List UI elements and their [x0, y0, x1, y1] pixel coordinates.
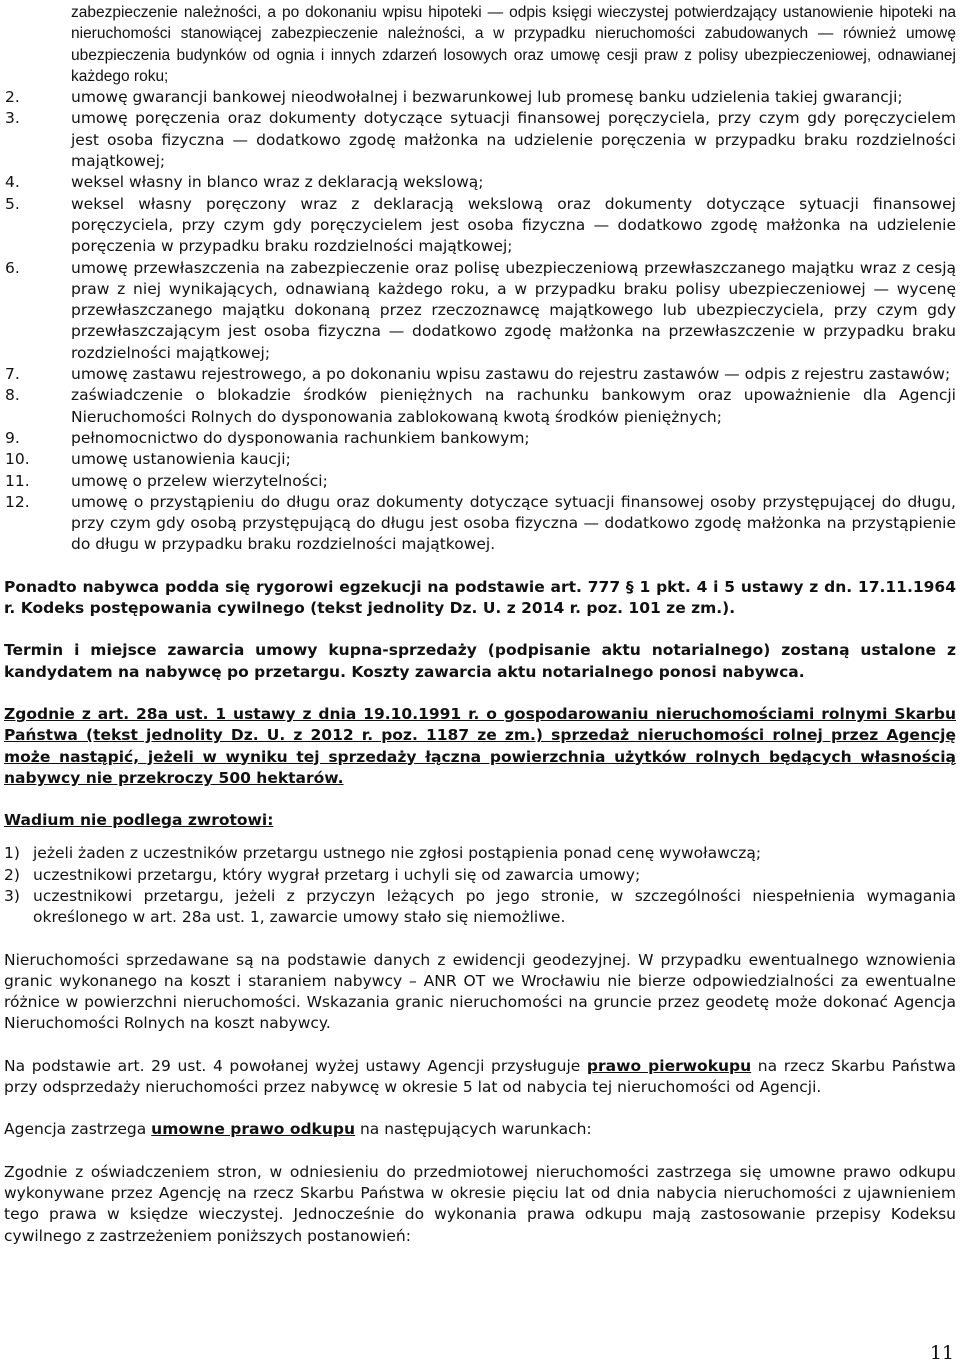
list-item-text: jeżeli żaden z uczestników przetargu ustnego nie zgłosi postąpienia ponad cenę wywoławczą;: [33, 844, 762, 863]
deposit-list: [4, 843, 956, 928]
security-list-numbered: [4, 87, 956, 556]
list-item: [4, 471, 956, 492]
list-item-text: umowę poręczenia oraz dokumenty dotyczące sytuacji finansowej poręczyciela, przy czym gdy poręczycielem jest osoba fizyczna — dodatkowo zgodę małżonka na udzielenie poręczenia w przypadku braku rozdzielności majątkowej;: [71, 109, 956, 171]
list-item-text: weksel własny poręczony wraz z deklaracją wekslową oraz dokumenty dotyczące sytuacji finansowej poręczyciela, przy czym gdy poręczycielem jest osoba fizyczna — dodatkowo zgodę małżonka na udzielenie poręczenia w przypadku braku rozdzielności majątkowej;: [71, 194, 956, 256]
preemption-text-before: Na podstawie art. 29 ust. 4 powołanej wyżej ustawy Agencji przysługuje: [4, 1056, 587, 1075]
list-item: [4, 364, 956, 385]
list-item: [4, 492, 956, 556]
list-item-number: 2): [4, 865, 20, 884]
list-item-text: zaświadczenie o blokadzie środków pieniężnych na rachunku bankowym oraz upoważnienie dla Agencji Nieruchomości Rolnych do dysponowania zablokowaną kwotą środków pieniężnych;: [71, 386, 956, 426]
list-item-number: 4.: [5, 173, 20, 192]
list-item-number: 1): [4, 844, 20, 863]
buyback-text-after: na następujących warunkach:: [355, 1120, 592, 1139]
list-item-number: 7.: [5, 365, 20, 384]
preemption-right-term: prawo pierwokupu: [586, 1056, 752, 1075]
list-item-number: 2.: [5, 88, 20, 107]
list-item-number: 3.: [5, 109, 20, 128]
list-item-number: 9.: [5, 428, 20, 447]
enforcement-paragraph: Ponadto nabywca podda się rygorowi egzekucji na podstawie art. 777 § 1 pkt. 4 i 5 ustawy z dn. 17.11.1964 r. Kodeks postępowania cywilnego (tekst jednolity Dz. U. z 2014 r. poz. 101 ze zm.).: [4, 577, 956, 618]
list-item: [4, 449, 956, 470]
list-item: [4, 385, 956, 428]
list-item: [4, 865, 956, 886]
buyback-text-before: Agencja zastrzega: [4, 1120, 152, 1139]
list-item: [4, 843, 956, 864]
list-item-text: umowę przewłaszczenia na zabezpieczenie oraz polisę ubezpieczeniową przewłaszczanego majątku wraz z cesją praw z niej wynikających, odnawianą każdego roku, a w przypadku braku polisy ubezpieczeniowej — wycenę przewłaszczanego majątku dokonaną przez rzeczoznawcę majątkowego lub ubezpieczyciela, przy czym gdy przewłaszczającym jest osoba fizyczna — dodatkowo zgodę małżonka na przewłaszczenie w przypadku braku rozdzielności majątkowej;: [71, 258, 956, 362]
area-limit-paragraph: Zgodnie z art. 28a ust. 1 ustawy z dnia 19.10.1991 r. o gospodarowaniu nieruchomościami rolnymi Skarbu Państwa (tekst jednolity Dz. U. z 2012 r. poz. 1187 ze zm.) sprzedaż nieruchomości rolnej przez Agencję może nastąpić, jeżeli w wyniku tej sprzedaży łączna powierzchnia użytków rolnych będących własnością nabywcy nie przekroczy 500 hektarów.: [4, 704, 956, 787]
buyback-right-term: umowne prawo odkupu: [151, 1120, 356, 1139]
land-registry-paragraph: Nieruchomości sprzedawane są na podstawie danych z ewidencji geodezyjnej. W przypadku ewentualnego wznowienia granic wykonanego na koszt i staraniem nabywcy – ANR OT we Wrocławiu nie bierze odpowiedzialności za ewentualne różnice w powierzchni nieruchomości. Wskazania granic nieruchomości na gruncie przez geodetę może dokonać Agencja Nieruchomości Rolnych na koszt nabywcy.: [4, 950, 956, 1033]
list-item-text: pełnomocnictwo do dysponowania rachunkiem bankowym;: [71, 428, 530, 447]
list-item-number: 11.: [5, 471, 30, 490]
list-item-number: 6.: [5, 258, 20, 277]
list-item-continuation-text: zabezpieczenie należności, a po dokonaniu wpisu hipoteki — odpis księgi wieczystej potwierdzający ustanowienie hipoteki na nieruchomości stanowiącej zabezpieczenie należności, a w przypadku nieruchomości zabudowanych — również umowę ubezpieczenia budynków od ognia i innych zdarzeń losowych oraz umowę cesji praw z polisy ubezpieczeniowej, odnawianej każdego roku;: [71, 4, 956, 85]
preemption-paragraph: [4, 1056, 956, 1099]
list-item: [4, 428, 956, 449]
buyback-paragraph: [4, 1119, 956, 1140]
list-item-text: umowę gwarancji bankowej nieodwołalnej i bezwarunkowej lub promesę banku udzielenia takiej gwarancji;: [71, 88, 903, 107]
list-item-text: uczestnikowi przetargu, który wygrał przetarg i uchyli się od zawarcia umowy;: [33, 865, 641, 884]
list-item-text: umowę zastawu rejestrowego, a po dokonaniu wpisu zastawu do rejestru zastawów — odpis z rejestru zastawów;: [71, 365, 951, 384]
list-item-number: 5.: [5, 194, 20, 213]
security-list: [4, 2, 956, 87]
list-item: [4, 108, 956, 172]
list-item: [4, 87, 956, 108]
list-item-text: umowę ustanowienia kaucji;: [71, 450, 291, 469]
list-item: [4, 2, 956, 87]
list-item-number: 3): [4, 886, 20, 905]
list-item-text: umowę o przystąpieniu do długu oraz dokumenty dotyczące sytuacji finansowej osoby przystępującej do długu, przy czym gdy osobą przystępującą do długu jest osoba fizyczna — dodatkowo zgodę małżonka na przystąpienie do długu w przypadku braku rozdzielności majątkowej.: [71, 492, 956, 554]
contract-term-paragraph: Termin i miejsce zawarcia umowy kupna-sprzedaży (podpisanie aktu notarialnego) zostaną ustalone z kandydatem na nabywcę po przetargu. Koszty zawarcia aktu notarialnego ponosi nabywca.: [4, 641, 956, 681]
list-item-text: umowę o przelew wierzytelności;: [71, 471, 328, 490]
list-item-text: uczestnikowi przetargu, jeżeli z przyczyn leżących po jego stronie, w szczególności niespełnienia wymagania określonego w art. 28a ust. 1, zawarcie umowy stało się niemożliwe.: [33, 886, 956, 927]
document-page: [4, 2, 956, 1247]
list-item-number: 10.: [5, 450, 30, 469]
list-item: [4, 258, 956, 364]
page-number: 11: [929, 1342, 954, 1364]
declaration-paragraph: Zgodnie z oświadczeniem stron, w odniesieniu do przedmiotowej nieruchomości zastrzega się umowne prawo odkupu wykonywane przez Agencję na rzecz Skarbu Państwa w okresie pięciu lat od dnia nabycia nieruchomości z ujawnieniem tego prawa w księdze wieczystej. Jednocześnie do wykonania prawa odkupu mają zastosowanie przepisy Kodeksu cywilnego z zastrzeżeniem poniższych postanowień:: [4, 1162, 956, 1245]
list-item: [4, 194, 956, 258]
list-item: [4, 886, 956, 929]
list-item: [4, 172, 956, 193]
list-item-text: weksel własny in blanco wraz z deklaracją wekslową;: [71, 173, 484, 192]
deposit-heading: Wadium nie podlega zwrotowi:: [4, 811, 274, 830]
preemption-text-after: na rzecz Skarbu Państwa przy odsprzedaży nieruchomości przez nabywcę w okresie 5 lat od nabycia tej nieruchomości od Agencji.: [4, 1056, 956, 1097]
list-item-number: 8.: [5, 386, 20, 405]
list-item-number: 12.: [5, 492, 30, 511]
